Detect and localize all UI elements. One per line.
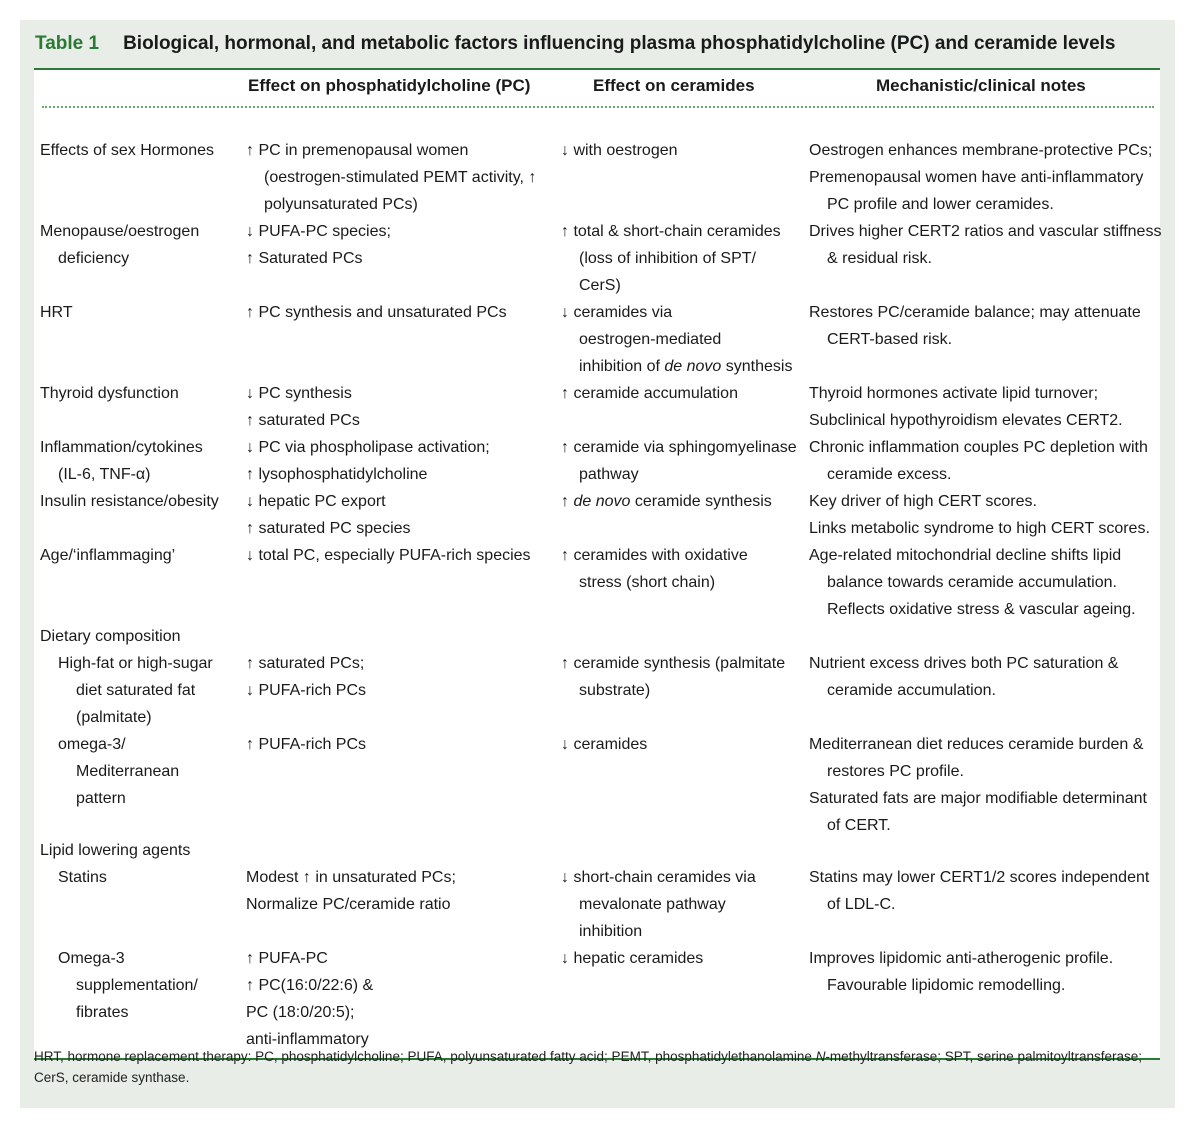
- cell-line: diet saturated fat: [76, 682, 196, 699]
- cell-line: Menopause/oestrogen: [40, 223, 200, 240]
- cell-notes: [809, 864, 1159, 918]
- cell-ceramide-effect: [561, 945, 806, 972]
- cell-line: Statins may lower CERT1/2 scores independent: [809, 869, 1150, 886]
- cell-line: Dietary composition: [40, 628, 181, 645]
- cell-line: Favourable lipidomic remodelling.: [827, 977, 1066, 994]
- cell-line: ↓ PC synthesis: [246, 385, 352, 402]
- cell-line: oestrogen-mediated: [579, 331, 722, 348]
- cell-line: Modest ↑ in unsaturated PCs;: [246, 869, 456, 886]
- cell-notes: [809, 380, 1159, 434]
- cell-line: PC profile and lower ceramides.: [827, 196, 1054, 213]
- cell-line: ↓ ceramides: [561, 736, 648, 753]
- cell-line: (oestrogen-stimulated PEMT activity, ↑: [264, 169, 537, 186]
- cell-line: ↓ short-chain ceramides via: [561, 869, 756, 886]
- cell-line: Insulin resistance/obesity: [40, 493, 219, 510]
- cell-line: ↓ PUFA-rich PCs: [246, 682, 367, 699]
- table-panel: [20, 20, 1175, 1108]
- cell-line: (IL-6, TNF-α): [58, 466, 151, 483]
- cell-pc-effect: [246, 299, 556, 326]
- cell-line: ↑ PC synthesis and unsaturated PCs: [246, 304, 507, 321]
- cell-line: ↑ saturated PC species: [246, 520, 411, 537]
- cell-line: ↑ ceramide synthesis (palmitate: [561, 655, 786, 672]
- cell-line: of LDL-C.: [827, 896, 896, 913]
- cell-line: ceramide accumulation.: [827, 682, 996, 699]
- cell-line: deficiency: [58, 250, 130, 267]
- cell-line: Drives higher CERT2 ratios and vascular stiffness: [809, 223, 1162, 240]
- cell-line: Mediterranean: [76, 763, 180, 780]
- cell-line: HRT: [40, 304, 73, 321]
- cell-notes: [809, 542, 1159, 623]
- cell-ceramide-effect: [561, 542, 806, 596]
- cell-pc-effect: [246, 542, 556, 569]
- cell-line: Age-related mitochondrial decline shifts lipid: [809, 547, 1122, 564]
- cell-notes: [809, 434, 1159, 488]
- header-ceramide-effect: Effect on ceramides: [593, 76, 755, 95]
- cell-line: ↑ ceramide via sphingomyelinase: [561, 439, 797, 456]
- cell-factor: [40, 380, 240, 407]
- cell-line: ↑ PC(16:0/22:6) &: [246, 977, 374, 994]
- cell-line: anti-inflammatory: [246, 1031, 369, 1048]
- cell-line: polyunsaturated PCs): [264, 196, 418, 213]
- cell-line: Normalize PC/ceramide ratio: [246, 896, 451, 913]
- cell-line: inhibition of de novo synthesis: [579, 358, 793, 375]
- cell-line: ↑ PUFA-rich PCs: [246, 736, 367, 753]
- cell-line: PC (18:0/20:5);: [246, 1004, 355, 1021]
- cell-line: Links metabolic syndrome to high CERT scores.: [809, 520, 1150, 537]
- cell-line: Inflammation/cytokines: [40, 439, 203, 456]
- cell-line: ↑ de novo ceramide synthesis: [561, 493, 772, 510]
- cell-line: Mediterranean diet reduces ceramide burden &: [809, 736, 1144, 753]
- cell-line: ↑ saturated PCs: [246, 412, 360, 429]
- cell-line: Chronic inflammation couples PC depletion with: [809, 439, 1148, 456]
- cell-line: ↑ ceramides with oxidative: [561, 547, 748, 564]
- cell-ceramide-effect: [561, 731, 806, 758]
- cell-pc-effect: [246, 434, 556, 488]
- cell-line: Thyroid hormones activate lipid turnover;: [809, 385, 1099, 402]
- cell-pc-effect: [246, 650, 556, 704]
- cell-ceramide-effect: [561, 434, 806, 488]
- cell-line: fibrates: [76, 1004, 129, 1021]
- cell-line: substrate): [579, 682, 651, 699]
- cell-line: High-fat or high-sugar: [58, 655, 213, 672]
- cell-line: ↓ PUFA-PC species;: [246, 223, 391, 240]
- table-title: Biological, hormonal, and metabolic factors influencing plasma phosphatidylcholine (PC) and ceramide levels: [123, 33, 1116, 54]
- cell-notes: [809, 731, 1159, 839]
- cell-line: Key driver of high CERT scores.: [809, 493, 1037, 510]
- cell-factor: [40, 137, 240, 164]
- cell-pc-effect: [246, 380, 556, 434]
- cell-line: & residual risk.: [827, 250, 932, 267]
- cell-line: Restores PC/ceramide balance; may attenuate: [809, 304, 1141, 321]
- cell-line: ↑ PUFA-PC: [246, 950, 328, 967]
- cell-line: of CERT.: [827, 817, 891, 834]
- cell-factor: [40, 542, 240, 569]
- cell-line: supplementation/: [76, 977, 198, 994]
- cell-pc-effect: [246, 488, 556, 542]
- cell-notes: [809, 945, 1159, 999]
- cell-line: pathway: [579, 466, 639, 483]
- cell-line: ↑ lysophosphatidylcholine: [246, 466, 428, 483]
- table-body: [34, 132, 1162, 1048]
- cell-line: ↓ total PC, especially PUFA-rich species: [246, 547, 531, 564]
- cell-line: Lipid lowering agents: [40, 842, 191, 859]
- cell-factor: [40, 218, 240, 272]
- cell-line: ↑ ceramide accumulation: [561, 385, 738, 402]
- cell-line: omega-3/: [58, 736, 126, 753]
- cell-line: ↓ ceramides via: [561, 304, 673, 321]
- cell-line: (loss of inhibition of SPT/: [579, 250, 756, 267]
- cell-line: Nutrient excess drives both PC saturation &: [809, 655, 1119, 672]
- cell-line: ↑ saturated PCs;: [246, 655, 365, 672]
- cell-line: Age/‘inflammaging’: [40, 547, 176, 564]
- cell-factor: [40, 945, 240, 1026]
- cell-line: Statins: [58, 869, 107, 886]
- cell-factor: [40, 731, 240, 812]
- cell-ceramide-effect: [561, 218, 806, 299]
- cell-factor: [40, 837, 240, 864]
- cell-line: mevalonate pathway: [579, 896, 726, 913]
- cell-pc-effect: [246, 218, 556, 272]
- cell-line: ↑ total & short-chain ceramides: [561, 223, 781, 240]
- cell-factor: [40, 650, 240, 731]
- cell-ceramide-effect: [561, 650, 806, 704]
- cell-line: pattern: [76, 790, 126, 807]
- cell-factor: [40, 299, 240, 326]
- cell-line: ↓ hepatic PC export: [246, 493, 386, 510]
- cell-pc-effect: [246, 137, 556, 218]
- table-footnote: HRT, hormone replacement therapy: PC, phosphatidylcholine; PUFA, polyunsaturated fatty acid; PEMT, phosphatidylethanolamine N-methyltransferase; SPT, serine palmitoyltransferase; CerS, ceramide synthase.: [34, 1049, 1143, 1085]
- cell-factor: [40, 864, 240, 891]
- cell-line: ↓ with oestrogen: [561, 142, 678, 159]
- header-notes: Mechanistic/clinical notes: [876, 76, 1086, 95]
- cell-line: Saturated fats are major modifiable determinant: [809, 790, 1147, 807]
- cell-pc-effect: [246, 864, 556, 918]
- cell-line: CerS): [579, 277, 621, 294]
- cell-line: ↑ PC in premenopausal women: [246, 142, 469, 159]
- cell-line: Effects of sex Hormones: [40, 142, 214, 159]
- cell-line: Oestrogen enhances membrane-protective PCs;: [809, 142, 1153, 159]
- table-label: Table 1: [35, 33, 100, 54]
- cell-line: Subclinical hypothyroidism elevates CERT2.: [809, 412, 1123, 429]
- data-table: [34, 68, 1160, 1060]
- cell-ceramide-effect: [561, 137, 806, 164]
- cell-notes: [809, 488, 1159, 542]
- cell-ceramide-effect: [561, 299, 806, 380]
- cell-line: ↓ PC via phospholipase activation;: [246, 439, 490, 456]
- cell-line: ceramide excess.: [827, 466, 952, 483]
- cell-pc-effect: [246, 945, 556, 1053]
- cell-notes: [809, 650, 1159, 704]
- cell-notes: [809, 137, 1159, 218]
- cell-line: balance towards ceramide accumulation.: [827, 574, 1117, 591]
- cell-line: Premenopausal women have anti-inflammatory: [809, 169, 1144, 186]
- cell-pc-effect: [246, 731, 556, 758]
- cell-line: Improves lipidomic anti-atherogenic profile.: [809, 950, 1114, 967]
- cell-factor: [40, 488, 240, 515]
- cell-line: Omega-3: [58, 950, 125, 967]
- cell-line: ↑ Saturated PCs: [246, 250, 363, 267]
- cell-line: Reflects oxidative stress & vascular ageing.: [827, 601, 1136, 618]
- table-header-row: [34, 70, 1160, 104]
- cell-line: inhibition: [579, 923, 643, 940]
- cell-line: Thyroid dysfunction: [40, 385, 179, 402]
- cell-line: ↓ hepatic ceramides: [561, 950, 704, 967]
- cell-line: stress (short chain): [579, 574, 716, 591]
- cell-line: restores PC profile.: [827, 763, 964, 780]
- cell-factor: [40, 434, 240, 488]
- cell-ceramide-effect: [561, 864, 806, 945]
- table-caption: [35, 20, 1165, 68]
- cell-ceramide-effect: [561, 488, 806, 515]
- cell-notes: [809, 218, 1162, 272]
- cell-factor: [40, 623, 240, 650]
- cell-ceramide-effect: [561, 380, 806, 407]
- cell-line: (palmitate): [76, 709, 152, 726]
- cell-notes: [809, 299, 1159, 353]
- cell-line: CERT-based risk.: [827, 331, 953, 348]
- header-divider: [42, 106, 1154, 108]
- header-pc-effect: Effect on phosphatidylcholine (PC): [248, 76, 531, 95]
